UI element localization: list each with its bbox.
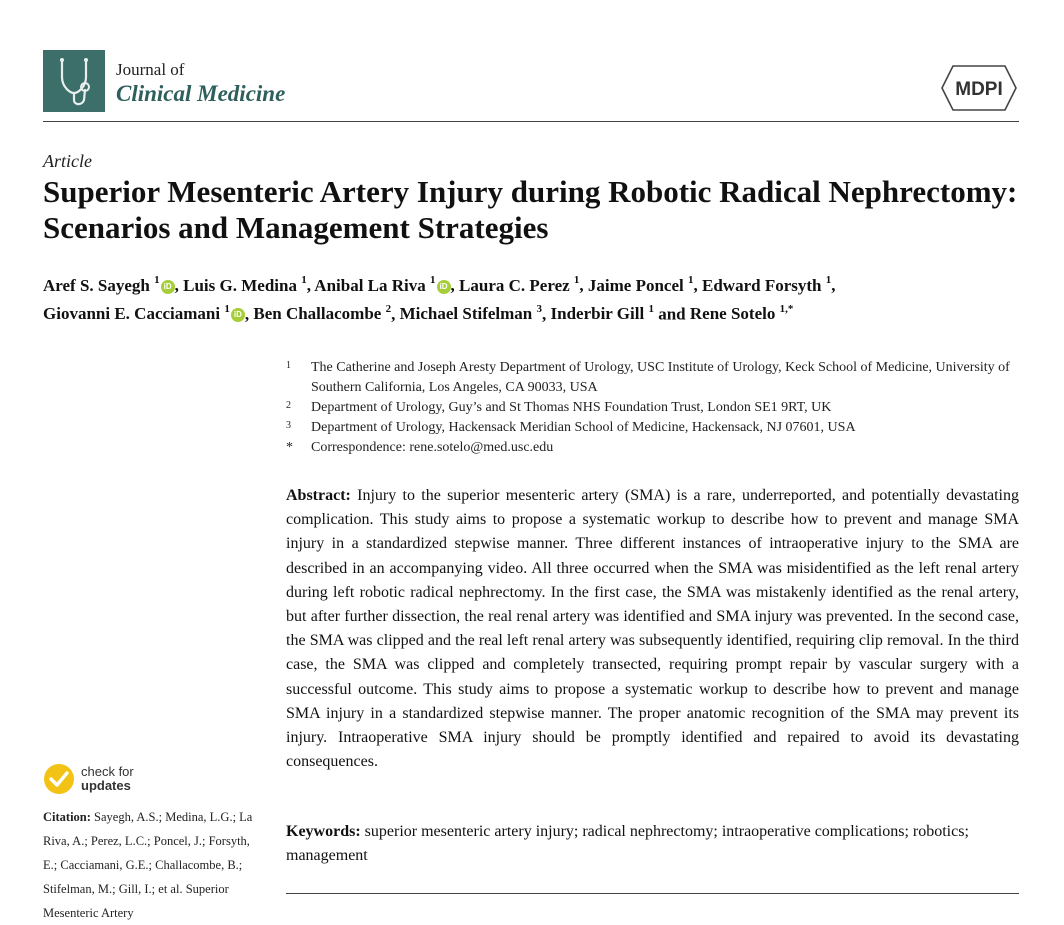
article-title: Superior Mesenteric Artery Injury during Robotic Radical Nephrectomy: Scenarios and Management Strategies (43, 174, 1018, 245)
keywords-label: Keywords: (286, 823, 361, 840)
author (690, 304, 793, 323)
author-name: Ben Challacombe (253, 304, 382, 324)
affiliation-text: Correspondence: rene.sotelo@med.usc.edu (311, 440, 554, 455)
citation-label: Citation: (43, 810, 91, 824)
author (43, 304, 245, 323)
author (400, 304, 542, 323)
article-type: Article (43, 151, 92, 171)
author-name: Laura C. Perez (459, 275, 570, 295)
author-list: Aref S. Sayegh $^1$iD , Luis G. Medina $^1$, Anibal La Riva $^1$iD , Laura C. Perez $^1$, Jaime Poncel $^1$, Edward Forsyth $^1$, Giovanni E. Cacciamani $^1$iD , Ben Challacombe $^2$, Michael Stifelman $^3$, Inderbir Gill $^1$ and Rene Sotelo $^{1,*}$ (43, 274, 836, 324)
author-name: Edward Forsyth (702, 275, 822, 295)
author-name: Inderbir Gill (550, 304, 645, 324)
journal-name (116, 61, 285, 105)
stethoscope-icon (43, 50, 105, 112)
author (253, 304, 391, 323)
author-name: Luis G. Medina (183, 275, 297, 295)
author-affiliation-mark: 1 (825, 274, 832, 286)
abstract-label: Abstract: (286, 487, 351, 504)
affiliation-mark: * (286, 440, 293, 455)
author (183, 276, 307, 295)
author-name: Jaime Poncel (587, 275, 684, 295)
journal-name-line1: Journal of (116, 60, 185, 79)
affiliation-mark: 2 (286, 400, 291, 411)
author-affiliation-mark: 1 (688, 274, 694, 286)
author-affiliation-mark: 1 (430, 274, 436, 286)
affiliations (286, 358, 1026, 458)
affiliation-mark: 1 (286, 360, 291, 371)
author-affiliation-mark: 1 (301, 274, 307, 286)
orcid-icon[interactable]: iD (437, 280, 451, 294)
affiliation-text: Department of Urology, Hackensack Meridian School of Medicine, Hackensack, NJ 07601, USA (311, 420, 856, 435)
author (43, 276, 175, 295)
check-for-updates-button[interactable] (43, 763, 134, 795)
affiliation-item (286, 418, 1026, 438)
affiliation-text: Department of Urology, Guy’s and St Thomas NHS Foundation Trust, London SE1 9RT, UK (311, 400, 832, 415)
abstract-text: Injury to the superior mesenteric artery (SMA) is a rare, underreported, and potentially devastating complication. This study aims to propose a systematic workup to describe how to prevent and manage SMA injury in a standardized stepwise manner. Three different instances of intraoperative injury to the SMA are described in an accompanying video. All three occurred when the SMA was misidentified as the left renal artery during left robotic radical nephrectomy. In the first case, the SMA was mistakenly identified as the renal artery, but after further dissection, the real renal artery was identified and SMA injury was prevented. In the second case, the SMA was clipped and the real left renal artery was subsequently identified, requiring clip removal. In the third case, the SMA was clipped and completely transected, requiring prompt repair by vascular surgery with a successful outcome. This study aims to propose a systematic workup to describe how to prevent and manage SMA injury in a standardized stepwise manner. The proper anatomic recognition of the SMA may prevent its injury. Intraoperative SMA injury should be promptly identified and repaired to avoid its devastating consequences. (286, 487, 1019, 771)
author (588, 276, 694, 295)
orcid-icon[interactable]: iD (231, 308, 245, 322)
citation (43, 805, 263, 925)
author-affiliation-mark: 1,* (779, 302, 794, 315)
author-affiliation-mark: 1 (154, 274, 160, 286)
author (314, 276, 450, 295)
author (459, 276, 579, 295)
author-affiliation-mark: 3 (536, 302, 543, 315)
author (702, 276, 831, 295)
keywords-text: superior mesenteric artery injury; radical nephrectomy; intraoperative complications; robotics; management (286, 823, 969, 865)
check-updates-icon (43, 763, 75, 795)
publisher-name: MDPI (955, 79, 1003, 100)
author-name: Rene Sotelo (689, 304, 776, 324)
updates-line1: check for (81, 764, 134, 779)
abstract (286, 484, 1019, 774)
author-affiliation-mark: 1 (648, 302, 654, 315)
publisher-logo (939, 63, 1019, 113)
updates-line2: updates (81, 778, 131, 793)
author-affiliation-mark: 2 (385, 302, 392, 315)
author-name: Anibal La Riva (314, 275, 426, 295)
affiliation-item (286, 398, 1026, 418)
keywords (286, 820, 1019, 868)
author-affiliation-mark: 1 (573, 274, 580, 286)
affiliation-item (286, 438, 1026, 458)
journal-logo (43, 50, 105, 112)
abstract-divider (286, 893, 1019, 894)
author-name: Giovanni E. Cacciamani (43, 304, 221, 324)
author (551, 304, 654, 323)
author-affiliation-mark: 1 (224, 302, 230, 315)
author-name: Aref S. Sayegh (43, 275, 150, 295)
author-name: Michael Stifelman (399, 304, 533, 324)
affiliation-mark: 3 (286, 420, 291, 431)
affiliation-item (286, 358, 1026, 398)
header-divider (43, 121, 1019, 122)
citation-text: Sayegh, A.S.; Medina, L.G.; La Riva, A.; Perez, L.C.; Poncel, J.; Forsyth, E.; Cacciamani, G.E.; Challacombe, B.; Stifelman, M.; Gill, I.; et al. Superior Mesenteric Artery (43, 810, 253, 920)
affiliation-text: The Catherine and Joseph Aresty Department of Urology, USC Institute of Urology, Keck School of Medicine, University of Southern California, Los Angeles, CA 90033, USA (311, 360, 1010, 395)
orcid-icon[interactable]: iD (161, 280, 175, 294)
journal-name-line2: Clinical Medicine (116, 81, 286, 106)
